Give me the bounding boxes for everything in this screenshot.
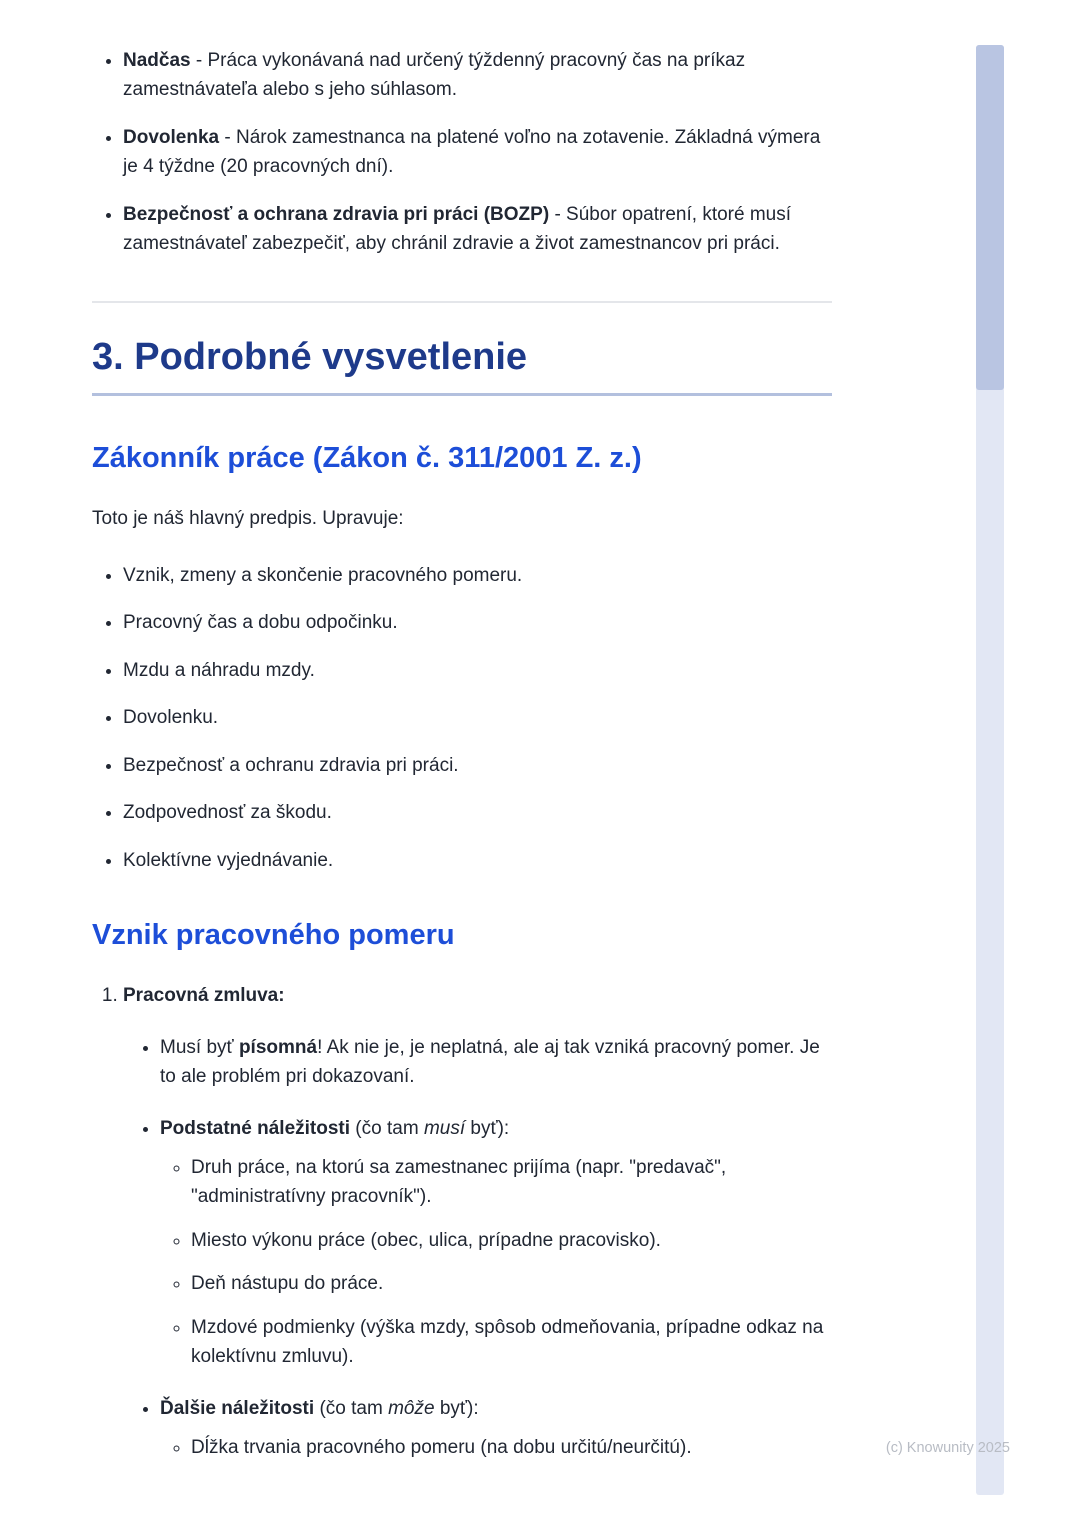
numbered-list [92,981,832,1462]
list-item: ◦ Deň nástupu do práce. [191,1269,832,1298]
list-item: • Dovolenku. [123,703,832,732]
list-item [123,123,832,182]
list-item: • Bezpečnosť a ochranu zdravia pri práci. [123,751,832,780]
scrollbar-track[interactable] [976,45,1004,1495]
text-run: Ďalšie náležitosti [160,1397,315,1419]
text-run: Podstatné náležitosti [160,1117,351,1139]
text-run: (čo tam [314,1397,389,1419]
essential-requirements-list [160,1153,832,1372]
subsection-heading-labour-code: Zákonník práce (Zákon č. 311/2001 Z. z.) [92,442,642,475]
text-run: (čo tam [350,1117,424,1139]
list-item [123,46,832,105]
text-run: Pracovná zmluva: [123,985,285,1007]
subsection-heading-employment-start: Vznik pracovného pomeru [92,918,455,951]
text-run: - Práca vykonávaná nad určený týždenný pracovný čas na príkaz zamestnávateľa alebo s jeho súhlasom. [123,50,746,101]
list-item: • Mzdu a náhradu mzdy. [123,656,832,685]
text-run: Musí byť [160,1036,239,1058]
list-item-text [160,1037,820,1087]
key-terms-list [92,46,832,259]
contract-details-list [123,1033,832,1463]
text-run: môže [388,1397,435,1419]
list-item: ◦ Mzdové podmienky (výška mzdy, spôsob odmeňovania, prípadne odkaz na kolektívnu zmluvu). [191,1313,832,1372]
list-item: ◦ Dĺžka trvania pracovného pomeru (na dobu určitú/neurčitú). [191,1433,832,1462]
text-run: byť): [434,1397,479,1419]
text-run: Nadčas [123,50,191,71]
list-item [160,1394,832,1463]
text-run: Dovolenka [123,126,220,148]
labour-code-intro: Toto je náš hlavný predpis. Upravuje: [92,508,404,530]
section-divider [92,301,832,303]
optional-requirements-list [160,1433,832,1462]
text-run: ! Ak nie je, je neplatná, ale aj tak vzniká pracovný pomer. Je to ale problém pri dokazovaní. [160,1036,820,1088]
list-item [160,1114,832,1372]
list-item [123,981,832,1462]
watermark: (c) Knowunity 2025 [885,1440,1010,1456]
text-run: - Súbor opatrení, ktoré musí zamestnávateľ zabezpečiť, aby chránil zdravie a život zamestnancov pri práci. [123,203,792,255]
list-item-text [160,1398,479,1419]
text-run: musí [423,1117,466,1139]
document-content [92,46,832,1484]
list-item: ◦ Druh práce, na ktorú sa zamestnanec prijíma (napr. "predavač", "administratívny pracovník"). [191,1153,832,1212]
list-item [160,1033,832,1092]
text-run: Bezpečnosť a ochrana zdravia pri práci (BOZP) [123,203,550,225]
list-item: ◦ Miesto výkonu práce (obec, ulica, prípadne pracovisko). [191,1226,832,1255]
numbered-item-label [123,985,285,1006]
text-run: - Nárok zamestnanca na platené voľno na zotavenie. Základná výmera je 4 týždne (20 pracovných dní). [123,126,821,178]
scrollbar-thumb[interactable] [976,45,1004,390]
list-item-text [160,1118,509,1139]
list-item: • Pracovný čas a dobu odpočinku. [123,608,832,637]
text-run: byť): [465,1117,510,1139]
list-item: • Kolektívne vyjednávanie. [123,846,832,875]
list-item [123,200,832,259]
text-run: písomná [238,1036,318,1058]
section-heading: 3. Podrobné vysvetlenie [92,335,832,397]
list-item: • Vznik, zmeny a skončenie pracovného pomeru. [123,561,832,590]
labour-code-scope-list [92,561,832,875]
list-item: • Zodpovednosť za škodu. [123,798,832,827]
